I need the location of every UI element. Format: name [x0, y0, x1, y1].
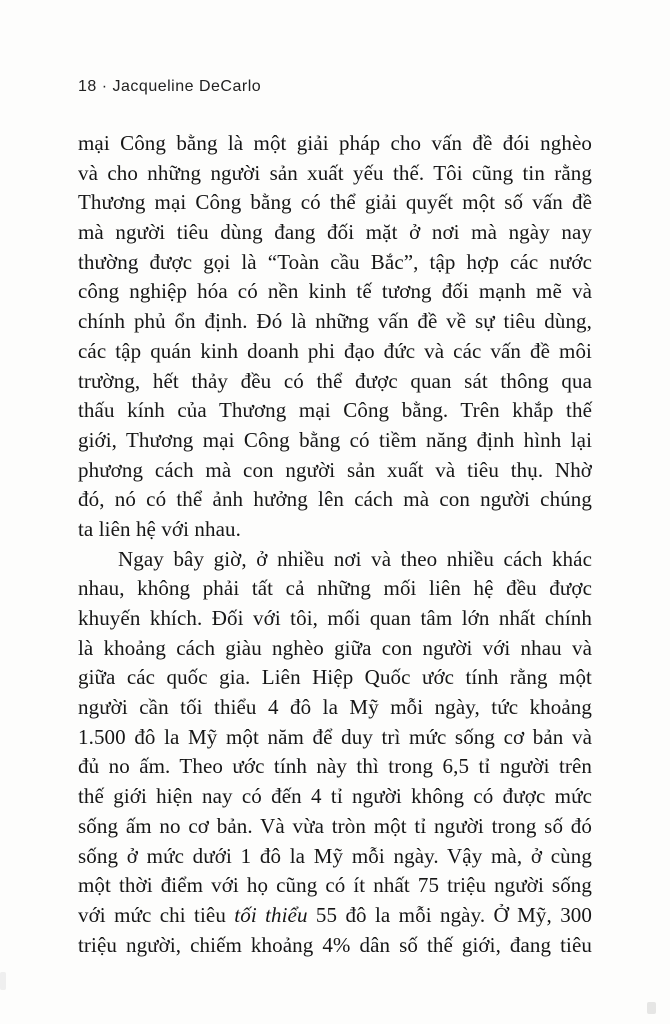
text-line: trường, hết thảy đều có thể được quan sát thông qua [78, 368, 592, 393]
text-line: sống ở mức dưới 1 đô la Mỹ mỗi ngày. Vậy mà, ở cùng [78, 843, 592, 868]
text-line: triệu người, chiếm khoảng 4% dân số thế giới, đang tiêu [78, 932, 592, 957]
text-line: và cho những người sản xuất yếu thế. Tôi cũng tin rằng [78, 160, 592, 185]
text-line: Ngay bây giờ, ở nhiều nơi và theo nhiều cách khác [118, 546, 592, 571]
text-line: các tập quán kinh doanh phi đạo đức và các vấn đề môi [78, 338, 592, 363]
text-line: công nghiệp hóa có nền kinh tế tương đối mạnh mẽ và [78, 279, 592, 304]
text-line: đó, nó có thể ảnh hưởng lên cách mà con người chúng [78, 487, 592, 512]
text-line: Thương mại Công bằng có thể giải quyết một số vấn đề [78, 190, 592, 215]
italic-text-segment: tối thiểu [234, 902, 308, 927]
text-line: khuyến khích. Đối với tôi, mối quan tâm lớn nhất chính [78, 606, 592, 630]
text-line: 1.500 đô la Mỹ một năm để duy trì mức sống cơ bản và [78, 724, 592, 749]
text-line: thấu kính của Thương mại Công bằng. Trên khắp thế [78, 398, 592, 423]
text-line: một thời điểm với họ cũng có ít nhất 75 triệu người sống [78, 873, 592, 898]
page-header: 18 · Jacqueline DeCarlo [78, 78, 262, 95]
text-line: nhau, không phải tất cả những mối liên hệ đều được [78, 576, 592, 601]
text-line: chính phủ ổn định. Đó là những vấn đề về sự tiêu dùng, [78, 309, 592, 334]
text-line: đủ no ấm. Theo ước tính này thì trong 6,5 tỉ người trên [78, 754, 592, 779]
text-line: thường được gọi là “Toàn cầu Bắc”, tập hợp các nước [78, 249, 592, 274]
text-segment: 55 đô la mỗi ngày. Ở Mỹ, 300 [307, 902, 592, 927]
text-line: sống ấm no cơ bản. Và vừa tròn một tỉ người trong số đó [78, 813, 592, 838]
body-text [78, 129, 592, 960]
scan-artifact [647, 1002, 656, 1014]
text-line-with-italic [78, 901, 592, 931]
text-line: là khoảng cách giàu nghèo giữa con người với nhau và [78, 635, 592, 660]
text-line: mại Công bằng là một giải pháp cho vấn đề đói nghèo [78, 131, 592, 155]
text-line: giới, Thương mại Công bằng có tiềm năng định hình lại [78, 427, 592, 452]
scan-artifact [0, 972, 6, 990]
text-line: giữa các quốc gia. Liên Hiệp Quốc ước tính rằng một [78, 665, 592, 690]
text-line: phương cách mà con người sản xuất và tiêu thụ. Nhờ [78, 457, 592, 482]
text-line: ta liên hệ với nhau. [78, 516, 241, 541]
text-segment: với mức chi tiêu [78, 902, 235, 927]
text-line: mà người tiêu dùng đang đối mặt ở nơi mà ngày nay [78, 220, 592, 245]
text-line: thế giới hiện nay có đến 4 tỉ người không có được mức [78, 784, 592, 809]
text-line: người cần tối thiểu 4 đô la Mỹ mỗi ngày, tức khoảng [78, 695, 592, 720]
